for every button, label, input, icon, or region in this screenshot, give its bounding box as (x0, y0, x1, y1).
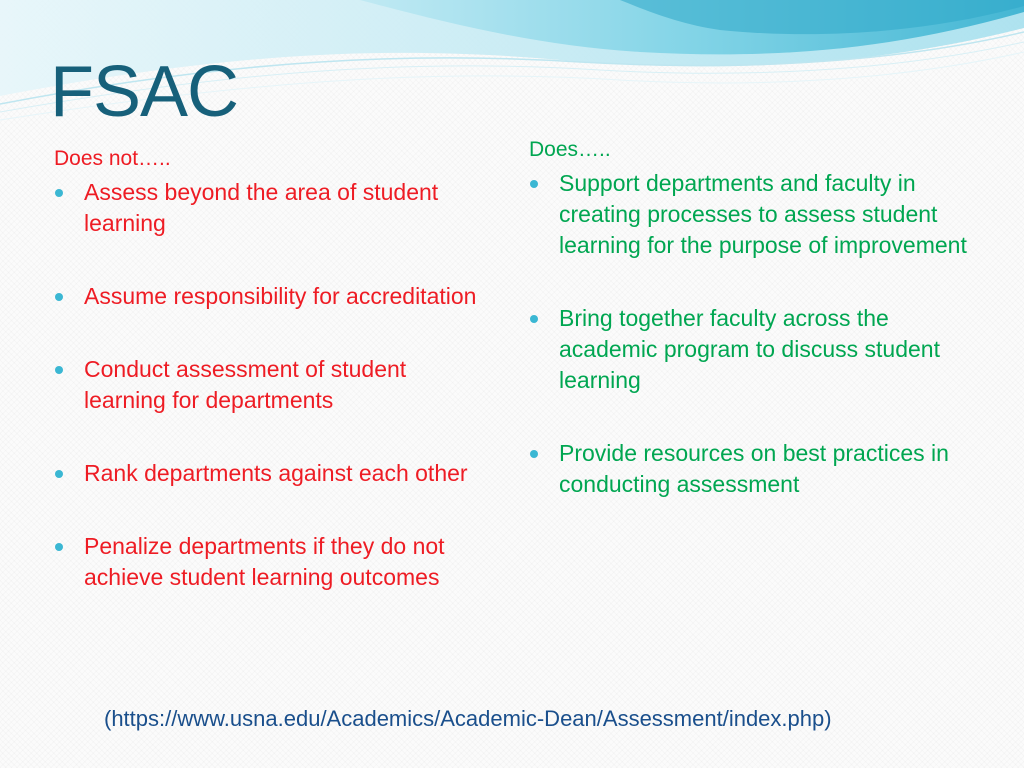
list-item (54, 531, 494, 593)
bullet-dot-icon (530, 450, 538, 458)
list-item-text: Provide resources on best practices in conducting assessment (559, 440, 949, 497)
does-heading: Does….. (529, 138, 611, 161)
list-item (529, 168, 969, 261)
slide-title: FSAC (50, 52, 239, 132)
list-item-text: Rank departments against each other (84, 460, 468, 486)
list-item (54, 458, 494, 489)
list-item-text: Assess beyond the area of student learning (84, 179, 439, 236)
list-item (529, 303, 969, 396)
bullet-dot-icon (530, 180, 538, 188)
bullet-dot-icon (55, 189, 63, 197)
bullet-dot-icon (55, 470, 63, 478)
list-item-text: Bring together faculty across the academic program to discuss student learning (559, 305, 940, 393)
bullet-dot-icon (55, 366, 63, 374)
source-link[interactable]: (https://www.usna.edu/Academics/Academic-Dean/Assessment/index.php) (104, 706, 832, 731)
does-list (529, 168, 969, 500)
list-item-text: Penalize departments if they do not achieve student learning outcomes (84, 533, 445, 590)
list-item (54, 354, 494, 416)
does-not-list (54, 177, 494, 593)
bullet-dot-icon (55, 543, 63, 551)
does-not-heading: Does not….. (54, 147, 171, 170)
does-column (529, 135, 969, 542)
list-item (529, 438, 969, 500)
list-item (54, 177, 494, 239)
list-item (54, 281, 494, 312)
bullet-dot-icon (55, 293, 63, 301)
bullet-dot-icon (530, 315, 538, 323)
list-item-text: Support departments and faculty in creating processes to assess student learning for the purpose of improvement (559, 170, 967, 258)
does-not-column (54, 144, 494, 635)
list-item-text: Assume responsibility for accreditation (84, 283, 477, 309)
list-item-text: Conduct assessment of student learning for departments (84, 356, 407, 413)
